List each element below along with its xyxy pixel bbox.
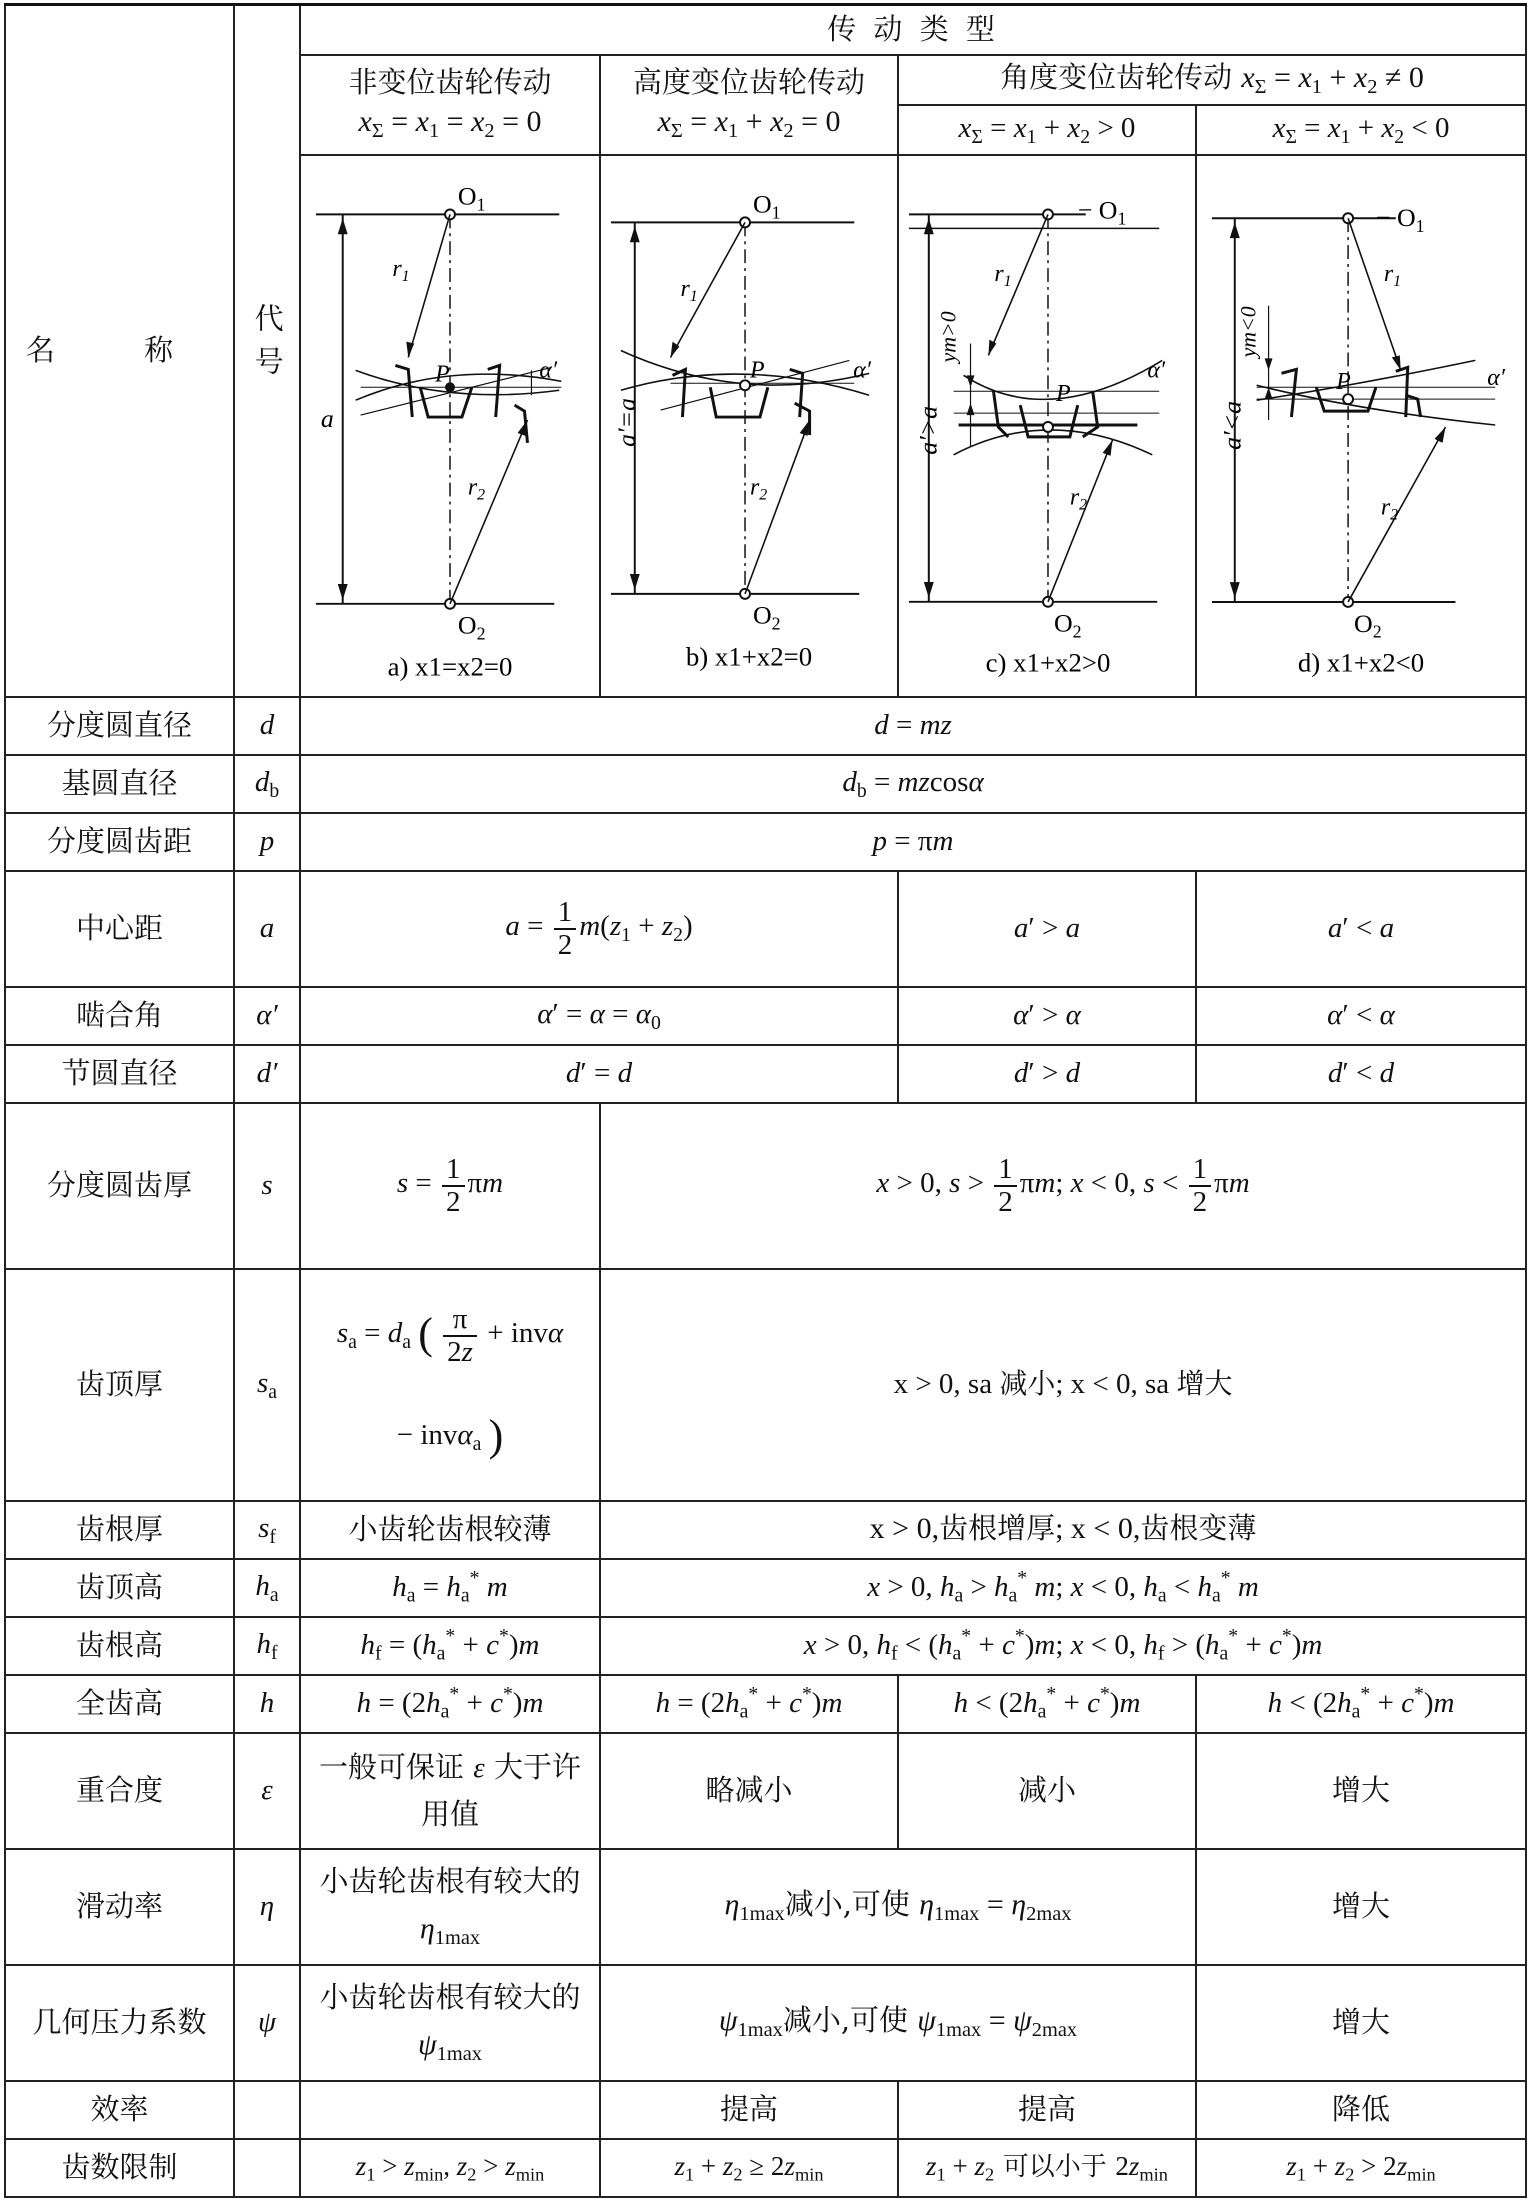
- table-row: [5, 1269, 1526, 1501]
- row-code-ha: $h_a$: [234, 1559, 300, 1617]
- transmission-type-header: [300, 5, 1526, 55]
- row-name-psi: 几何压力系数: [5, 1965, 234, 2081]
- row-eps-height: 略减小: [600, 1733, 898, 1849]
- diagram-c-r1-label: $r_1$: [994, 260, 1012, 290]
- diagram-d-r1-label: $r_1$: [1383, 260, 1402, 290]
- name-header-text: 名 称: [25, 333, 214, 368]
- row-eff-positive: 提高: [898, 2081, 1196, 2139]
- table-row: [5, 755, 1526, 813]
- row-eff-standard: [300, 2081, 600, 2139]
- diagram-d-o2-label: $O_2$: [1354, 608, 1382, 642]
- row-h-formula-negative: $h < (2h_a^* + c^*)m$: [1196, 1675, 1526, 1733]
- row-code-eps: ε: [234, 1733, 300, 1849]
- diagram-d-alpha-label: α′: [1487, 364, 1505, 391]
- row-code-a: a: [234, 871, 300, 987]
- table-row: [5, 1045, 1526, 1103]
- row-z-positive-limit: $2z_{min}$: [1115, 2150, 1168, 2185]
- type-angle-positive-condition: $x_\Sigma = x_1 + x_2 > 0$: [898, 105, 1196, 155]
- diagram-a-caption: a) x1=x2=0: [387, 650, 513, 681]
- row-code-p: p: [234, 813, 300, 871]
- type-standard-condition: $x_\Sigma = x_1 = x_2 = 0$: [358, 105, 542, 143]
- type-standard-title: 非变位齿轮传动: [348, 65, 552, 100]
- row-eta-text-b: 减小,可使: [784, 1886, 910, 1921]
- row-code-eff: [234, 2081, 300, 2139]
- row-h-formula-height: $h = (2h_a^* + c^*)m$: [600, 1675, 898, 1733]
- row-psi-text: 小齿轮齿根有较大的: [319, 1980, 581, 2015]
- row-code-d: d: [234, 697, 300, 755]
- row-alpha-formula-positive: α′ > α: [898, 987, 1196, 1045]
- table-row: [5, 697, 1526, 755]
- row-hf-formula-standard: $h_f = (h_a^* + c^*)m$: [300, 1617, 600, 1675]
- diagram-b-alpha-label: α′: [853, 356, 872, 383]
- row-code-z: [234, 2139, 300, 2197]
- row-code-h: h: [234, 1675, 300, 1733]
- row-ha-formula-modified: x > 0, $h_a > h_a^*$ m; x < 0, $h_a < h_a^*$ m: [600, 1559, 1526, 1617]
- row-sa-negative-text: ; x < 0, sa: [1055, 1367, 1170, 1400]
- row-h-formula-standard: $h = (2h_a^* + c^*)m$: [300, 1675, 600, 1733]
- type-angle-modified-title: 角度变位齿轮传动 $x_\Sigma = x_1 + x_2 \ne 0$: [1000, 59, 1424, 98]
- row-dp-formula-negative: d′ < d: [1196, 1045, 1526, 1103]
- row-eta-negative: 增大: [1196, 1849, 1526, 1965]
- diagram-d-ym-label: ym<0: [1236, 305, 1261, 357]
- diagram-d-caption: d) x1+x2<0: [1297, 647, 1425, 678]
- row-name-a: 中心距: [5, 871, 234, 987]
- row-z-positive-text: 可以小于: [1002, 2151, 1107, 2182]
- diagram-d-r2-label: $r_2$: [1380, 493, 1399, 523]
- table-row: [5, 1733, 1526, 1849]
- row-name-h: 全齿高: [5, 1675, 234, 1733]
- row-name-s: 分度圆齿厚: [5, 1103, 234, 1269]
- row-eta-standard: [300, 1849, 600, 1965]
- row-sf-positive-text: x > 0,: [869, 1512, 940, 1546]
- row-eta-symbol: $\eta_{1max}$: [419, 1911, 481, 1949]
- row-a-formula-negative: a′ < a: [1196, 871, 1526, 987]
- diagram-c-cell: [898, 155, 1196, 697]
- type-height-modified-condition: $x_\Sigma = x_1 + x_2 = 0$: [657, 105, 841, 143]
- row-sf-negative-text: ; x < 0,: [1055, 1512, 1141, 1546]
- row-sf-standard: 小齿轮齿根较薄: [300, 1501, 600, 1559]
- code-header-text: 代号: [250, 302, 285, 389]
- row-sf-thin-text: 齿根变薄: [1140, 1511, 1257, 1546]
- diagram-a-left-label: a: [320, 403, 334, 433]
- row-name-ha: 齿顶高: [5, 1559, 234, 1617]
- row-psi-text-b: 减小,可使: [782, 2002, 909, 2037]
- table-row: [5, 1675, 1526, 1733]
- diagram-c-caption: c) x1+x2>0: [985, 646, 1111, 677]
- diagram-b-o1-label: $O_1$: [752, 188, 781, 222]
- row-s-formula-standard: s = $\frac{1}{2}$ πm: [300, 1103, 600, 1269]
- row-name-eta: 滑动率: [5, 1849, 234, 1965]
- row-code-db: $d_b$: [234, 755, 300, 813]
- row-d-formula: d = mz: [300, 697, 1526, 755]
- row-psi-modified: [600, 1965, 1196, 2081]
- table-row: [5, 1965, 1526, 2081]
- row-eta-modified: [600, 1849, 1196, 1965]
- diagram-b: [601, 156, 897, 696]
- diagram-c-left-label: a′>a: [913, 405, 943, 455]
- diagram-c-o1-label: − $O_1$: [1077, 194, 1127, 228]
- diagram-c-ym-label: ym>0: [936, 310, 961, 362]
- row-name-db: 基圆直径: [5, 755, 234, 813]
- diagram-d-p-label: P: [1336, 368, 1351, 395]
- row-name-eps: 重合度: [5, 1733, 234, 1849]
- diagram-a-cell: [300, 155, 600, 697]
- row-code-sf: $s_f$: [234, 1501, 300, 1559]
- diagram-a-r2-label: $r_2$: [467, 474, 486, 504]
- row-sf-modified: [600, 1501, 1526, 1559]
- row-a-formula-standard: a = $\frac{1}{2}$ $m(z_1 + z_2)$: [300, 871, 898, 987]
- table-row: [5, 1617, 1526, 1675]
- row-sa-increase-text: 增大: [1176, 1366, 1233, 1400]
- transmission-type-title: 传 动 类 型: [827, 12, 999, 47]
- row-name-alpha: 啮合角: [5, 987, 234, 1045]
- row-eta-text: 小齿轮齿根有较大的: [319, 1864, 581, 1899]
- table-row: [5, 1559, 1526, 1617]
- row-eta-symbol-a: $\eta_{1max}$: [724, 1887, 785, 1925]
- gear-transmission-table: [4, 3, 1527, 2198]
- row-code-psi: ψ: [234, 1965, 300, 2081]
- row-eta-equality: $\eta_{1max} = \eta_{2max}$: [919, 1887, 1072, 1925]
- diagram-a-alpha-label: α′: [539, 356, 558, 383]
- row-name-p: 分度圆齿距: [5, 813, 234, 871]
- row-psi-symbol: $\psi_{1max}$: [418, 2027, 482, 2065]
- row-psi-standard: [300, 1965, 600, 2081]
- row-name-sf: 齿根厚: [5, 1501, 234, 1559]
- diagram-a-p-label: P: [435, 360, 450, 387]
- row-z-negative: $z_1 + z_2 > 2z_{min}$: [1196, 2139, 1526, 2197]
- row-sf-thicken-text: 齿根增厚: [939, 1511, 1056, 1546]
- diagram-a-r1-label: $r_1$: [392, 255, 410, 285]
- row-eps-symbol: ε: [473, 1751, 485, 1784]
- row-z-standard: $z_1 > z_{min}$, $z_2 > z_{min}$: [300, 2139, 600, 2197]
- table-row: [5, 813, 1526, 871]
- type-height-modified-header: [600, 55, 898, 155]
- diagram-d-cell: [1196, 155, 1526, 697]
- diagram-c: [899, 156, 1195, 696]
- row-code-alpha: α′: [234, 987, 300, 1045]
- diagram-a: [301, 156, 599, 696]
- diagram-a-o1-label: $O_1$: [457, 180, 486, 214]
- row-sa-positive-text: x > 0, sa: [893, 1367, 993, 1400]
- row-name-eff: 效率: [5, 2081, 234, 2139]
- row-hf-formula-modified: x > 0, $h_f < (h_a^* + c^*)m$; x < 0, $h_f > (h_a^* + c^*)m$: [600, 1617, 1526, 1675]
- row-eff-height: 提高: [600, 2081, 898, 2139]
- row-name-hf: 齿根高: [5, 1617, 234, 1675]
- row-sa-decrease-text: 减小: [999, 1366, 1056, 1400]
- diagram-c-r2-label: $r_2$: [1069, 483, 1088, 513]
- row-sa-formula-modified: [600, 1269, 1526, 1501]
- name-header: [5, 5, 234, 697]
- row-code-sa: $s_a$: [234, 1269, 300, 1501]
- row-dp-formula-standard: d′ = d: [300, 1045, 898, 1103]
- table-row: [5, 871, 1526, 987]
- diagram-a-o2-label: $O_2$: [457, 610, 486, 644]
- table-row: [5, 1849, 1526, 1965]
- table-row: [5, 2081, 1526, 2139]
- row-code-s: s: [234, 1103, 300, 1269]
- row-eps-text-a: 一般可保证: [319, 1749, 465, 1784]
- row-psi-negative: 增大: [1196, 1965, 1526, 2081]
- diagram-d-left-label: a′<a: [1217, 400, 1247, 450]
- diagram-b-o2-label: $O_2$: [752, 600, 781, 634]
- row-name-d: 分度圆直径: [5, 697, 234, 755]
- code-header: [234, 5, 300, 697]
- diagram-b-cell: [600, 155, 898, 697]
- row-a-formula-positive: a′ > a: [898, 871, 1196, 987]
- row-psi-symbol-a: $\psi_{1max}$: [718, 2003, 783, 2041]
- table-row: [5, 1103, 1526, 1269]
- diagram-b-caption: b) x1+x2=0: [685, 640, 813, 671]
- diagram-d-o1-label: − $O_1$: [1375, 202, 1425, 236]
- row-eps-negative: 增大: [1196, 1733, 1526, 1849]
- type-angle-negative-condition: $x_\Sigma = x_1 + x_2 < 0$: [1196, 105, 1526, 155]
- row-eps-positive: 减小: [898, 1733, 1196, 1849]
- row-code-dp: d′: [234, 1045, 300, 1103]
- row-name-dp: 节圆直径: [5, 1045, 234, 1103]
- diagram-b-left-label: a′=a: [611, 397, 641, 447]
- row-alpha-formula-negative: α′ < α: [1196, 987, 1526, 1045]
- diagram-c-o2-label: $O_2$: [1053, 608, 1082, 642]
- row-psi-equality: $\psi_{1max} = \psi_{2max}$: [917, 2003, 1078, 2041]
- type-height-modified-title: 高度变位齿轮传动: [632, 65, 865, 100]
- table-row: [5, 987, 1526, 1045]
- diagram-b-r2-label: $r_2$: [749, 474, 768, 504]
- table-row: [5, 2139, 1526, 2197]
- row-eps-standard: [300, 1733, 600, 1849]
- diagram-b-r1-label: $r_1$: [680, 275, 698, 305]
- row-db-formula: $d_b = mzcos\alpha$: [300, 755, 1526, 813]
- row-ha-formula-standard: $h_a = h_a^*$ m: [300, 1559, 600, 1617]
- diagram-c-alpha-label: α′: [1147, 356, 1166, 383]
- row-alpha-formula-standard: $\alpha' = \alpha = \alpha_0$: [300, 987, 898, 1045]
- row-p-formula: p = πm: [300, 813, 1526, 871]
- row-code-eta: η: [234, 1849, 300, 1965]
- row-name-sa: 齿顶厚: [5, 1269, 234, 1501]
- row-sa-formula-standard: $s_a = d_a$ ( $\frac{\pi}{2z}$ + invα − invα$_a$ ): [300, 1269, 600, 1501]
- row-h-formula-positive: $h < (2h_a^* + c^*)m$: [898, 1675, 1196, 1733]
- row-eps-text-c: 大于许用值: [420, 1749, 581, 1831]
- row-z-height: $z_1 + z_2 \ge 2z_{min}$: [600, 2139, 898, 2197]
- row-z-positive: [898, 2139, 1196, 2197]
- row-s-formula-modified: x > 0, s > $\frac{1}{2}$ πm; x < 0, s < $\frac{1}{2}$ πm: [600, 1103, 1526, 1269]
- type-standard-header: [300, 55, 600, 155]
- row-code-hf: $h_f$: [234, 1617, 300, 1675]
- diagram-d: [1197, 156, 1525, 696]
- type-angle-modified-header: [898, 55, 1526, 105]
- row-dp-formula-positive: d′ > d: [898, 1045, 1196, 1103]
- diagram-c-p-label: P: [1055, 380, 1071, 407]
- row-z-positive-sum: $z_1 + z_2$: [926, 2150, 995, 2185]
- row-name-z: 齿数限制: [5, 2139, 234, 2197]
- diagram-b-p-label: P: [749, 356, 765, 383]
- row-eff-negative: 降低: [1196, 2081, 1526, 2139]
- table-row: [5, 1501, 1526, 1559]
